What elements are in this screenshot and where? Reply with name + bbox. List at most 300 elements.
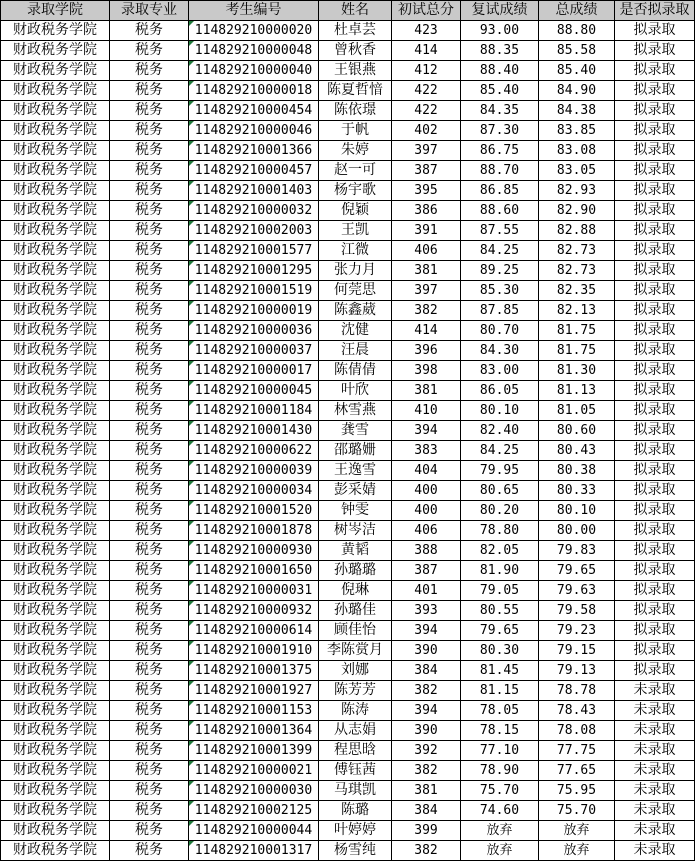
status-cell: 拟录取	[615, 141, 695, 161]
status-cell: 拟录取	[615, 501, 695, 521]
status-cell: 拟录取	[615, 81, 695, 101]
candidate-id-cell: 114829210000932	[189, 601, 319, 621]
college-cell: 财政税务学院	[1, 361, 110, 381]
retest-score-cell: 81.90	[461, 561, 539, 581]
status-cell: 未录取	[615, 801, 695, 821]
status-cell: 拟录取	[615, 401, 695, 421]
major-cell: 税务	[110, 441, 189, 461]
candidate-id-cell: 114829210000457	[189, 161, 319, 181]
candidate-id-cell: 114829210000614	[189, 621, 319, 641]
retest-score-cell: 86.85	[461, 181, 539, 201]
major-cell: 税务	[110, 141, 189, 161]
candidate-id-cell: 114829210001366	[189, 141, 319, 161]
retest-score-cell: 78.15	[461, 721, 539, 741]
total-score-cell: 82.93	[539, 181, 615, 201]
table-row	[1, 61, 695, 81]
name-cell: 王凯	[319, 221, 392, 241]
major-cell: 税务	[110, 581, 189, 601]
college-cell: 财政税务学院	[1, 721, 110, 741]
initial-score-cell: 383	[392, 441, 461, 461]
table-row	[1, 841, 695, 861]
retest-score-cell: 80.70	[461, 321, 539, 341]
table-row	[1, 201, 695, 221]
status-cell: 拟录取	[615, 41, 695, 61]
name-cell: 朱婷	[319, 141, 392, 161]
major-cell: 税务	[110, 61, 189, 81]
major-cell: 税务	[110, 221, 189, 241]
name-cell: 黄韬	[319, 541, 392, 561]
status-cell: 拟录取	[615, 201, 695, 221]
header-college: 录取学院	[1, 1, 110, 21]
retest-score-cell: 82.40	[461, 421, 539, 441]
retest-score-cell: 81.15	[461, 681, 539, 701]
total-score-cell: 80.10	[539, 501, 615, 521]
major-cell: 税务	[110, 21, 189, 41]
retest-score-cell: 78.80	[461, 521, 539, 541]
name-cell: 陈璐	[319, 801, 392, 821]
major-cell: 税务	[110, 261, 189, 281]
major-cell: 税务	[110, 561, 189, 581]
name-cell: 沈健	[319, 321, 392, 341]
initial-score-cell: 400	[392, 481, 461, 501]
major-cell: 税务	[110, 681, 189, 701]
name-cell: 倪琳	[319, 581, 392, 601]
candidate-id-cell: 114829210001519	[189, 281, 319, 301]
table-row	[1, 481, 695, 501]
name-cell: 何莞思	[319, 281, 392, 301]
table-row	[1, 121, 695, 141]
table-row	[1, 761, 695, 781]
status-cell: 未录取	[615, 681, 695, 701]
college-cell: 财政税务学院	[1, 641, 110, 661]
candidate-id-cell: 114829210000036	[189, 321, 319, 341]
status-cell: 未录取	[615, 761, 695, 781]
retest-score-cell: 87.30	[461, 121, 539, 141]
status-cell: 拟录取	[615, 21, 695, 41]
college-cell: 财政税务学院	[1, 301, 110, 321]
college-cell: 财政税务学院	[1, 141, 110, 161]
candidate-id-cell: 114829210000034	[189, 481, 319, 501]
initial-score-cell: 414	[392, 41, 461, 61]
status-cell: 拟录取	[615, 521, 695, 541]
name-cell: 叶婷婷	[319, 821, 392, 841]
retest-score-cell: 87.55	[461, 221, 539, 241]
initial-score-cell: 381	[392, 261, 461, 281]
table-row	[1, 501, 695, 521]
college-cell: 财政税务学院	[1, 481, 110, 501]
status-cell: 拟录取	[615, 301, 695, 321]
initial-score-cell: 410	[392, 401, 461, 421]
status-cell: 拟录取	[615, 181, 695, 201]
candidate-id-cell: 114829210000018	[189, 81, 319, 101]
status-cell: 拟录取	[615, 481, 695, 501]
major-cell: 税务	[110, 381, 189, 401]
initial-score-cell: 382	[392, 841, 461, 861]
college-cell: 财政税务学院	[1, 201, 110, 221]
status-cell: 拟录取	[615, 321, 695, 341]
major-cell: 税务	[110, 701, 189, 721]
total-score-cell: 77.65	[539, 761, 615, 781]
candidate-id-cell: 114829210000930	[189, 541, 319, 561]
table-row	[1, 541, 695, 561]
major-cell: 税务	[110, 241, 189, 261]
table-row	[1, 701, 695, 721]
candidate-id-cell: 114829210000021	[189, 761, 319, 781]
name-cell: 傅钰茜	[319, 761, 392, 781]
initial-score-cell: 382	[392, 301, 461, 321]
header-admission-status: 是否拟录取	[615, 1, 695, 21]
major-cell: 税务	[110, 81, 189, 101]
retest-score-cell: 81.45	[461, 661, 539, 681]
college-cell: 财政税务学院	[1, 581, 110, 601]
college-cell: 财政税务学院	[1, 741, 110, 761]
table-row	[1, 361, 695, 381]
initial-score-cell: 406	[392, 241, 461, 261]
college-cell: 财政税务学院	[1, 821, 110, 841]
table-row	[1, 561, 695, 581]
initial-score-cell: 384	[392, 661, 461, 681]
college-cell: 财政税务学院	[1, 161, 110, 181]
major-cell: 税务	[110, 641, 189, 661]
candidate-id-cell: 114829210001295	[189, 261, 319, 281]
retest-score-cell: 75.70	[461, 781, 539, 801]
college-cell: 财政税务学院	[1, 461, 110, 481]
name-cell: 孙璐佳	[319, 601, 392, 621]
retest-score-cell: 82.05	[461, 541, 539, 561]
initial-score-cell: 386	[392, 201, 461, 221]
name-cell: 邵璐姗	[319, 441, 392, 461]
retest-score-cell: 80.10	[461, 401, 539, 421]
table-row	[1, 521, 695, 541]
candidate-id-cell: 114829210001520	[189, 501, 319, 521]
retest-score-cell: 77.10	[461, 741, 539, 761]
candidate-id-cell: 114829210001878	[189, 521, 319, 541]
candidate-id-cell: 114829210000454	[189, 101, 319, 121]
college-cell: 财政税务学院	[1, 761, 110, 781]
initial-score-cell: 394	[392, 621, 461, 641]
candidate-id-cell: 114829210001910	[189, 641, 319, 661]
college-cell: 财政税务学院	[1, 841, 110, 861]
college-cell: 财政税务学院	[1, 621, 110, 641]
name-cell: 张力月	[319, 261, 392, 281]
initial-score-cell: 382	[392, 681, 461, 701]
major-cell: 税务	[110, 541, 189, 561]
name-cell: 倪颖	[319, 201, 392, 221]
table-row	[1, 241, 695, 261]
total-score-cell: 84.90	[539, 81, 615, 101]
total-score-cell: 77.75	[539, 741, 615, 761]
status-cell: 未录取	[615, 821, 695, 841]
initial-score-cell: 423	[392, 21, 461, 41]
initial-score-cell: 399	[392, 821, 461, 841]
name-cell: 陈依璟	[319, 101, 392, 121]
table-row	[1, 661, 695, 681]
name-cell: 赵一可	[319, 161, 392, 181]
retest-score-cell: 83.00	[461, 361, 539, 381]
retest-score-cell: 放弃	[461, 821, 539, 841]
college-cell: 财政税务学院	[1, 381, 110, 401]
candidate-id-cell: 114829210000622	[189, 441, 319, 461]
name-cell: 汪晨	[319, 341, 392, 361]
candidate-id-cell: 114829210001927	[189, 681, 319, 701]
total-score-cell: 79.65	[539, 561, 615, 581]
status-cell: 拟录取	[615, 541, 695, 561]
college-cell: 财政税务学院	[1, 501, 110, 521]
initial-score-cell: 404	[392, 461, 461, 481]
initial-score-cell: 390	[392, 721, 461, 741]
initial-score-cell: 400	[392, 501, 461, 521]
status-cell: 拟录取	[615, 341, 695, 361]
table-row	[1, 681, 695, 701]
status-cell: 拟录取	[615, 561, 695, 581]
retest-score-cell: 88.70	[461, 161, 539, 181]
college-cell: 财政税务学院	[1, 341, 110, 361]
table-row	[1, 341, 695, 361]
college-cell: 财政税务学院	[1, 241, 110, 261]
major-cell: 税务	[110, 41, 189, 61]
initial-score-cell: 412	[392, 61, 461, 81]
initial-score-cell: 382	[392, 761, 461, 781]
table-row	[1, 581, 695, 601]
status-cell: 未录取	[615, 721, 695, 741]
college-cell: 财政税务学院	[1, 701, 110, 721]
retest-score-cell: 78.90	[461, 761, 539, 781]
candidate-id-cell: 114829210002125	[189, 801, 319, 821]
major-cell: 税务	[110, 761, 189, 781]
retest-score-cell: 84.25	[461, 241, 539, 261]
name-cell: 顾佳怡	[319, 621, 392, 641]
initial-score-cell: 392	[392, 741, 461, 761]
name-cell: 王逸雪	[319, 461, 392, 481]
table-row	[1, 221, 695, 241]
major-cell: 税务	[110, 621, 189, 641]
total-score-cell: 88.80	[539, 21, 615, 41]
initial-score-cell: 393	[392, 601, 461, 621]
major-cell: 税务	[110, 521, 189, 541]
table-row	[1, 801, 695, 821]
name-cell: 于帆	[319, 121, 392, 141]
major-cell: 税务	[110, 601, 189, 621]
table-row	[1, 601, 695, 621]
status-cell: 拟录取	[615, 581, 695, 601]
total-score-cell: 83.05	[539, 161, 615, 181]
retest-score-cell: 80.20	[461, 501, 539, 521]
table-row	[1, 21, 695, 41]
total-score-cell: 79.83	[539, 541, 615, 561]
college-cell: 财政税务学院	[1, 781, 110, 801]
total-score-cell: 83.08	[539, 141, 615, 161]
retest-score-cell: 89.25	[461, 261, 539, 281]
table-body	[1, 21, 695, 861]
status-cell: 拟录取	[615, 281, 695, 301]
initial-score-cell: 388	[392, 541, 461, 561]
major-cell: 税务	[110, 361, 189, 381]
initial-score-cell: 397	[392, 281, 461, 301]
college-cell: 财政税务学院	[1, 101, 110, 121]
candidate-id-cell: 114829210000045	[189, 381, 319, 401]
initial-score-cell: 402	[392, 121, 461, 141]
initial-score-cell: 397	[392, 141, 461, 161]
college-cell: 财政税务学院	[1, 421, 110, 441]
total-score-cell: 75.70	[539, 801, 615, 821]
candidate-id-cell: 114829210002003	[189, 221, 319, 241]
retest-score-cell: 86.05	[461, 381, 539, 401]
initial-score-cell: 422	[392, 81, 461, 101]
name-cell: 刘娜	[319, 661, 392, 681]
status-cell: 拟录取	[615, 381, 695, 401]
table-row	[1, 721, 695, 741]
retest-score-cell: 88.60	[461, 201, 539, 221]
total-score-cell: 81.05	[539, 401, 615, 421]
college-cell: 财政税务学院	[1, 441, 110, 461]
table-row	[1, 821, 695, 841]
major-cell: 税务	[110, 741, 189, 761]
college-cell: 财政税务学院	[1, 321, 110, 341]
total-score-cell: 82.35	[539, 281, 615, 301]
status-cell: 拟录取	[615, 61, 695, 81]
total-score-cell: 84.38	[539, 101, 615, 121]
college-cell: 财政税务学院	[1, 401, 110, 421]
total-score-cell: 放弃	[539, 821, 615, 841]
initial-score-cell: 387	[392, 561, 461, 581]
header-total-score: 总成绩	[539, 1, 615, 21]
header-major: 录取专业	[110, 1, 189, 21]
retest-score-cell: 79.05	[461, 581, 539, 601]
candidate-id-cell: 114829210001184	[189, 401, 319, 421]
college-cell: 财政税务学院	[1, 81, 110, 101]
total-score-cell: 82.73	[539, 241, 615, 261]
candidate-id-cell: 114829210000048	[189, 41, 319, 61]
retest-score-cell: 88.35	[461, 41, 539, 61]
name-cell: 杨宇歌	[319, 181, 392, 201]
total-score-cell: 82.13	[539, 301, 615, 321]
college-cell: 财政税务学院	[1, 601, 110, 621]
retest-score-cell: 80.55	[461, 601, 539, 621]
table-row	[1, 381, 695, 401]
total-score-cell: 81.30	[539, 361, 615, 381]
table-row	[1, 181, 695, 201]
college-cell: 财政税务学院	[1, 541, 110, 561]
name-cell: 龚雪	[319, 421, 392, 441]
college-cell: 财政税务学院	[1, 221, 110, 241]
college-cell: 财政税务学院	[1, 181, 110, 201]
candidate-id-cell: 114829210001430	[189, 421, 319, 441]
initial-score-cell: 414	[392, 321, 461, 341]
name-cell: 叶欣	[319, 381, 392, 401]
total-score-cell: 78.43	[539, 701, 615, 721]
name-cell: 马琪凯	[319, 781, 392, 801]
name-cell: 陈涛	[319, 701, 392, 721]
initial-score-cell: 391	[392, 221, 461, 241]
name-cell: 杨雪纯	[319, 841, 392, 861]
table-row	[1, 321, 695, 341]
name-cell: 江微	[319, 241, 392, 261]
major-cell: 税务	[110, 121, 189, 141]
college-cell: 财政税务学院	[1, 61, 110, 81]
candidate-id-cell: 114829210001375	[189, 661, 319, 681]
table-row	[1, 621, 695, 641]
retest-score-cell: 86.75	[461, 141, 539, 161]
candidate-id-cell: 114829210000037	[189, 341, 319, 361]
candidate-id-cell: 114829210000020	[189, 21, 319, 41]
status-cell: 拟录取	[615, 161, 695, 181]
table-row	[1, 641, 695, 661]
initial-score-cell: 394	[392, 421, 461, 441]
candidate-id-cell: 114829210000044	[189, 821, 319, 841]
retest-score-cell: 85.40	[461, 81, 539, 101]
status-cell: 拟录取	[615, 661, 695, 681]
major-cell: 税务	[110, 501, 189, 521]
table-row	[1, 401, 695, 421]
retest-score-cell: 79.65	[461, 621, 539, 641]
major-cell: 税务	[110, 421, 189, 441]
candidate-id-cell: 114829210000046	[189, 121, 319, 141]
total-score-cell: 80.43	[539, 441, 615, 461]
candidate-id-cell: 114829210001317	[189, 841, 319, 861]
retest-score-cell: 84.25	[461, 441, 539, 461]
table-row	[1, 461, 695, 481]
total-score-cell: 80.60	[539, 421, 615, 441]
name-cell: 从志娟	[319, 721, 392, 741]
header-row	[1, 1, 695, 21]
total-score-cell: 85.58	[539, 41, 615, 61]
header-retest-score: 复试成绩	[461, 1, 539, 21]
college-cell: 财政税务学院	[1, 661, 110, 681]
total-score-cell: 79.13	[539, 661, 615, 681]
college-cell: 财政税务学院	[1, 41, 110, 61]
table-row	[1, 261, 695, 281]
initial-score-cell: 381	[392, 781, 461, 801]
major-cell: 税务	[110, 781, 189, 801]
status-cell: 未录取	[615, 781, 695, 801]
retest-score-cell: 87.85	[461, 301, 539, 321]
name-cell: 曾秋香	[319, 41, 392, 61]
college-cell: 财政税务学院	[1, 561, 110, 581]
candidate-id-cell: 114829210000019	[189, 301, 319, 321]
total-score-cell: 81.75	[539, 321, 615, 341]
initial-score-cell: 398	[392, 361, 461, 381]
candidate-id-cell: 114829210000032	[189, 201, 319, 221]
total-score-cell: 79.58	[539, 601, 615, 621]
major-cell: 税务	[110, 721, 189, 741]
table-row	[1, 281, 695, 301]
retest-score-cell: 79.95	[461, 461, 539, 481]
total-score-cell: 75.95	[539, 781, 615, 801]
total-score-cell: 82.73	[539, 261, 615, 281]
status-cell: 拟录取	[615, 461, 695, 481]
candidate-id-cell: 114829210000017	[189, 361, 319, 381]
college-cell: 财政税务学院	[1, 281, 110, 301]
total-score-cell: 78.08	[539, 721, 615, 741]
major-cell: 税务	[110, 281, 189, 301]
candidate-id-cell: 114829210000030	[189, 781, 319, 801]
status-cell: 拟录取	[615, 101, 695, 121]
retest-score-cell: 84.35	[461, 101, 539, 121]
name-cell: 树岑洁	[319, 521, 392, 541]
retest-score-cell: 78.05	[461, 701, 539, 721]
table-row	[1, 141, 695, 161]
table-row	[1, 741, 695, 761]
total-score-cell: 放弃	[539, 841, 615, 861]
total-score-cell: 81.75	[539, 341, 615, 361]
retest-score-cell: 93.00	[461, 21, 539, 41]
table-row	[1, 421, 695, 441]
table-row	[1, 41, 695, 61]
candidate-id-cell: 114829210001364	[189, 721, 319, 741]
status-cell: 未录取	[615, 741, 695, 761]
total-score-cell: 82.90	[539, 201, 615, 221]
retest-score-cell: 放弃	[461, 841, 539, 861]
